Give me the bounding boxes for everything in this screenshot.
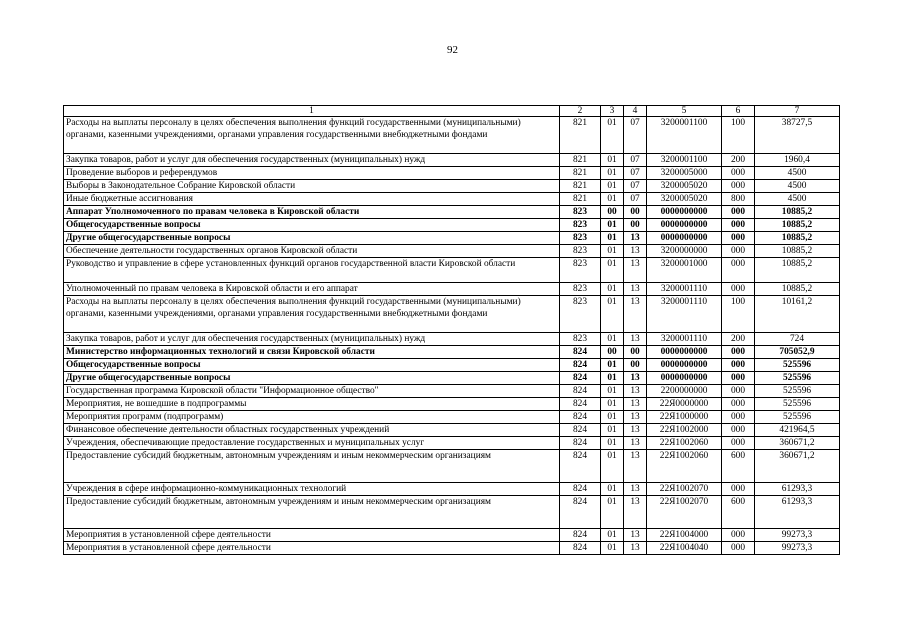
- subsection-code-cell: 13: [624, 483, 647, 496]
- amount-cell: 4500: [755, 193, 840, 206]
- subsection-code-cell: 13: [624, 529, 647, 542]
- target-article-cell: 0000000000: [647, 359, 722, 372]
- target-article-cell: 3200000000: [647, 245, 722, 258]
- table-row: [64, 372, 840, 385]
- target-article-cell: 3200001110: [647, 283, 722, 296]
- table-row: [64, 359, 840, 372]
- row-name-cell: Другие общегосударственные вопросы: [64, 372, 560, 385]
- row-name-cell: Обеспечение деятельности государственных органов Кировской области: [64, 245, 560, 258]
- ministry-code-cell: 824: [560, 496, 601, 529]
- section-code-cell: 01: [601, 219, 624, 232]
- row-name-cell: Закупка товаров, работ и услуг для обеспечения государственных (муниципальных) нужд: [64, 333, 560, 346]
- table-row: [64, 180, 840, 193]
- ministry-code-cell: 824: [560, 529, 601, 542]
- table-row: [64, 496, 840, 529]
- ministry-code-cell: 823: [560, 283, 601, 296]
- column-header-2: 2: [560, 106, 601, 117]
- ministry-code-cell: 821: [560, 193, 601, 206]
- ministry-code-cell: 823: [560, 219, 601, 232]
- amount-cell: 10885,2: [755, 232, 840, 245]
- expense-type-cell: 000: [722, 206, 755, 219]
- subsection-code-cell: 13: [624, 398, 647, 411]
- expense-type-cell: 000: [722, 437, 755, 450]
- subsection-code-cell: 07: [624, 117, 647, 154]
- ministry-code-cell: 824: [560, 346, 601, 359]
- target-article-cell: 3200005000: [647, 167, 722, 180]
- table-row: [64, 424, 840, 437]
- expense-type-cell: 000: [722, 245, 755, 258]
- section-code-cell: 01: [601, 359, 624, 372]
- target-article-cell: 22Я1002060: [647, 450, 722, 483]
- section-code-cell: 01: [601, 193, 624, 206]
- section-code-cell: 01: [601, 496, 624, 529]
- table-row: [64, 258, 840, 283]
- target-article-cell: 0000000000: [647, 206, 722, 219]
- target-article-cell: 0000000000: [647, 372, 722, 385]
- table-row: [64, 206, 840, 219]
- ministry-code-cell: 823: [560, 245, 601, 258]
- section-code-cell: 01: [601, 411, 624, 424]
- expense-type-cell: 100: [722, 117, 755, 154]
- row-name-cell: Мероприятия программ (подпрограмм): [64, 411, 560, 424]
- ministry-code-cell: 824: [560, 542, 601, 555]
- subsection-code-cell: 13: [624, 258, 647, 283]
- target-article-cell: 2200000000: [647, 385, 722, 398]
- amount-cell: 525596: [755, 372, 840, 385]
- subsection-code-cell: 07: [624, 193, 647, 206]
- subsection-code-cell: 00: [624, 206, 647, 219]
- row-name-cell: Предоставление субсидий бюджетным, автономным учреждениям и иным некоммерческим организациям: [64, 496, 560, 529]
- expense-type-cell: 000: [722, 167, 755, 180]
- section-code-cell: 01: [601, 529, 624, 542]
- table-row: [64, 411, 840, 424]
- table-row: [64, 398, 840, 411]
- amount-cell: 421964,5: [755, 424, 840, 437]
- target-article-cell: 3200005020: [647, 193, 722, 206]
- row-name-cell: Финансовое обеспечение деятельности областных государственных учреждений: [64, 424, 560, 437]
- row-name-cell: Расходы на выплаты персоналу в целях обеспечения выполнения функций государственными (муниципальными) органами, казенными учреждениями, органами управления государственными внебюджетными фондами: [64, 296, 560, 333]
- subsection-code-cell: 13: [624, 245, 647, 258]
- table-row: [64, 483, 840, 496]
- amount-cell: 61293,3: [755, 483, 840, 496]
- table-row: [64, 245, 840, 258]
- amount-cell: 10885,2: [755, 258, 840, 283]
- expense-type-cell: 000: [722, 219, 755, 232]
- ministry-code-cell: 824: [560, 411, 601, 424]
- target-article-cell: 3200001000: [647, 258, 722, 283]
- row-name-cell: Мероприятия в установленной сфере деятельности: [64, 529, 560, 542]
- row-name-cell: Другие общегосударственные вопросы: [64, 232, 560, 245]
- target-article-cell: 3200001110: [647, 296, 722, 333]
- ministry-code-cell: 823: [560, 333, 601, 346]
- subsection-code-cell: 13: [624, 411, 647, 424]
- subsection-code-cell: 00: [624, 359, 647, 372]
- ministry-code-cell: 824: [560, 359, 601, 372]
- amount-cell: 10885,2: [755, 206, 840, 219]
- target-article-cell: 22Я1004000: [647, 529, 722, 542]
- table-row: [64, 333, 840, 346]
- section-code-cell: 01: [601, 296, 624, 333]
- section-code-cell: 01: [601, 385, 624, 398]
- expense-type-cell: 000: [722, 346, 755, 359]
- table-row: [64, 283, 840, 296]
- table-row: [64, 437, 840, 450]
- amount-cell: 360671,2: [755, 450, 840, 483]
- section-code-cell: 01: [601, 232, 624, 245]
- section-code-cell: 01: [601, 450, 624, 483]
- amount-cell: 724: [755, 333, 840, 346]
- section-code-cell: 01: [601, 245, 624, 258]
- subsection-code-cell: 13: [624, 283, 647, 296]
- target-article-cell: 3200001100: [647, 154, 722, 167]
- target-article-cell: 22Я0000000: [647, 398, 722, 411]
- amount-cell: 525596: [755, 359, 840, 372]
- amount-cell: 99273,3: [755, 529, 840, 542]
- amount-cell: 1960,4: [755, 154, 840, 167]
- ministry-code-cell: 824: [560, 424, 601, 437]
- amount-cell: 38727,5: [755, 117, 840, 154]
- ministry-code-cell: 824: [560, 372, 601, 385]
- row-name-cell: Учреждения в сфере информационно-коммуникационных технологий: [64, 483, 560, 496]
- row-name-cell: Общегосударственные вопросы: [64, 219, 560, 232]
- column-header-3: 3: [601, 106, 624, 117]
- target-article-cell: 0000000000: [647, 346, 722, 359]
- subsection-code-cell: 13: [624, 372, 647, 385]
- section-code-cell: 01: [601, 483, 624, 496]
- expense-type-cell: 000: [722, 180, 755, 193]
- ministry-code-cell: 824: [560, 483, 601, 496]
- section-code-cell: 01: [601, 154, 624, 167]
- row-name-cell: Учреждения, обеспечивающие предоставление государственных и муниципальных услуг: [64, 437, 560, 450]
- expense-type-cell: 000: [722, 232, 755, 245]
- subsection-code-cell: 13: [624, 450, 647, 483]
- column-header-6: 6: [722, 106, 755, 117]
- target-article-cell: 3200001110: [647, 333, 722, 346]
- table-row: [64, 346, 840, 359]
- section-code-cell: 01: [601, 117, 624, 154]
- amount-cell: 4500: [755, 167, 840, 180]
- subsection-code-cell: 00: [624, 219, 647, 232]
- amount-cell: 10885,2: [755, 245, 840, 258]
- table-header-row: [64, 106, 840, 117]
- expense-type-cell: 600: [722, 450, 755, 483]
- amount-cell: 61293,3: [755, 496, 840, 529]
- section-code-cell: 00: [601, 206, 624, 219]
- expense-type-cell: 000: [722, 385, 755, 398]
- table-row: [64, 219, 840, 232]
- subsection-code-cell: 13: [624, 232, 647, 245]
- amount-cell: 99273,3: [755, 542, 840, 555]
- table-row: [64, 529, 840, 542]
- table-row: [64, 450, 840, 483]
- row-name-cell: Уполномоченный по правам человека в Кировской области и его аппарат: [64, 283, 560, 296]
- expense-type-cell: 000: [722, 411, 755, 424]
- expense-type-cell: 000: [722, 483, 755, 496]
- expense-type-cell: 800: [722, 193, 755, 206]
- page-number: 92: [447, 44, 458, 56]
- table-row: [64, 167, 840, 180]
- row-name-cell: Мероприятия, не вошедшие в подпрограммы: [64, 398, 560, 411]
- section-code-cell: 01: [601, 167, 624, 180]
- row-name-cell: Аппарат Уполномоченного по правам человека в Кировской области: [64, 206, 560, 219]
- subsection-code-cell: 07: [624, 154, 647, 167]
- expense-type-cell: 200: [722, 333, 755, 346]
- expense-type-cell: 600: [722, 496, 755, 529]
- table-row: [64, 542, 840, 555]
- row-name-cell: Государственная программа Кировской области "Информационное общество": [64, 385, 560, 398]
- target-article-cell: 22Я1002070: [647, 483, 722, 496]
- expense-type-cell: 000: [722, 424, 755, 437]
- subsection-code-cell: 00: [624, 346, 647, 359]
- amount-cell: 4500: [755, 180, 840, 193]
- row-name-cell: Предоставление субсидий бюджетным, автономным учреждениям и иным некоммерческим организациям: [64, 450, 560, 483]
- target-article-cell: 0000000000: [647, 232, 722, 245]
- amount-cell: 10885,2: [755, 219, 840, 232]
- expense-type-cell: 000: [722, 542, 755, 555]
- amount-cell: 705052,9: [755, 346, 840, 359]
- row-name-cell: Проведение выборов и референдумов: [64, 167, 560, 180]
- ministry-code-cell: 821: [560, 180, 601, 193]
- row-name-cell: Министерство информационных технологий и связи Кировской области: [64, 346, 560, 359]
- section-code-cell: 01: [601, 398, 624, 411]
- row-name-cell: Мероприятия в установленной сфере деятельности: [64, 542, 560, 555]
- ministry-code-cell: 824: [560, 450, 601, 483]
- subsection-code-cell: 13: [624, 496, 647, 529]
- ministry-code-cell: 824: [560, 398, 601, 411]
- target-article-cell: 22Я1000000: [647, 411, 722, 424]
- ministry-code-cell: 824: [560, 437, 601, 450]
- amount-cell: 10161,2: [755, 296, 840, 333]
- section-code-cell: 01: [601, 180, 624, 193]
- ministry-code-cell: 823: [560, 296, 601, 333]
- table-row: [64, 117, 840, 154]
- ministry-code-cell: 824: [560, 385, 601, 398]
- table-row: [64, 385, 840, 398]
- budget-table: [63, 105, 840, 555]
- amount-cell: 525596: [755, 411, 840, 424]
- column-header-5: 5: [647, 106, 722, 117]
- section-code-cell: 01: [601, 258, 624, 283]
- column-header-7: 7: [755, 106, 840, 117]
- table-row: [64, 296, 840, 333]
- subsection-code-cell: 13: [624, 333, 647, 346]
- subsection-code-cell: 13: [624, 296, 647, 333]
- row-name-cell: Выборы в Законодательное Собрание Кировской области: [64, 180, 560, 193]
- target-article-cell: 3200001100: [647, 117, 722, 154]
- target-article-cell: 22Я1002060: [647, 437, 722, 450]
- expense-type-cell: 000: [722, 258, 755, 283]
- row-name-cell: Руководство и управление в сфере установленных функций органов государственной власти Кировской области: [64, 258, 560, 283]
- amount-cell: 525596: [755, 385, 840, 398]
- ministry-code-cell: 821: [560, 117, 601, 154]
- target-article-cell: 22Я1002000: [647, 424, 722, 437]
- expense-type-cell: 100: [722, 296, 755, 333]
- table-row: [64, 193, 840, 206]
- table-row: [64, 154, 840, 167]
- target-article-cell: 0000000000: [647, 219, 722, 232]
- target-article-cell: 22Я1002070: [647, 496, 722, 529]
- amount-cell: 10885,2: [755, 283, 840, 296]
- row-name-cell: Закупка товаров, работ и услуг для обеспечения государственных (муниципальных) нужд: [64, 154, 560, 167]
- section-code-cell: 01: [601, 333, 624, 346]
- expense-type-cell: 200: [722, 154, 755, 167]
- section-code-cell: 01: [601, 437, 624, 450]
- target-article-cell: 3200005020: [647, 180, 722, 193]
- ministry-code-cell: 823: [560, 206, 601, 219]
- ministry-code-cell: 823: [560, 232, 601, 245]
- subsection-code-cell: 13: [624, 385, 647, 398]
- expense-type-cell: 000: [722, 359, 755, 372]
- expense-type-cell: 000: [722, 372, 755, 385]
- subsection-code-cell: 07: [624, 167, 647, 180]
- section-code-cell: 00: [601, 346, 624, 359]
- row-name-cell: Общегосударственные вопросы: [64, 359, 560, 372]
- section-code-cell: 01: [601, 283, 624, 296]
- section-code-cell: 01: [601, 542, 624, 555]
- ministry-code-cell: 821: [560, 167, 601, 180]
- ministry-code-cell: 823: [560, 258, 601, 283]
- target-article-cell: 22Я1004040: [647, 542, 722, 555]
- section-code-cell: 01: [601, 372, 624, 385]
- column-header-4: 4: [624, 106, 647, 117]
- column-header-1: 1: [64, 106, 560, 117]
- subsection-code-cell: 13: [624, 437, 647, 450]
- amount-cell: 525596: [755, 398, 840, 411]
- amount-cell: 360671,2: [755, 437, 840, 450]
- expense-type-cell: 000: [722, 529, 755, 542]
- section-code-cell: 01: [601, 424, 624, 437]
- row-name-cell: Иные бюджетные ассигнования: [64, 193, 560, 206]
- subsection-code-cell: 13: [624, 424, 647, 437]
- table-row: [64, 232, 840, 245]
- subsection-code-cell: 13: [624, 542, 647, 555]
- row-name-cell: Расходы на выплаты персоналу в целях обеспечения выполнения функций государственными (муниципальными) органами, казенными учреждениями, органами управления государственными внебюджетными фондами: [64, 117, 560, 154]
- expense-type-cell: 000: [722, 283, 755, 296]
- expense-type-cell: 000: [722, 398, 755, 411]
- subsection-code-cell: 07: [624, 180, 647, 193]
- ministry-code-cell: 821: [560, 154, 601, 167]
